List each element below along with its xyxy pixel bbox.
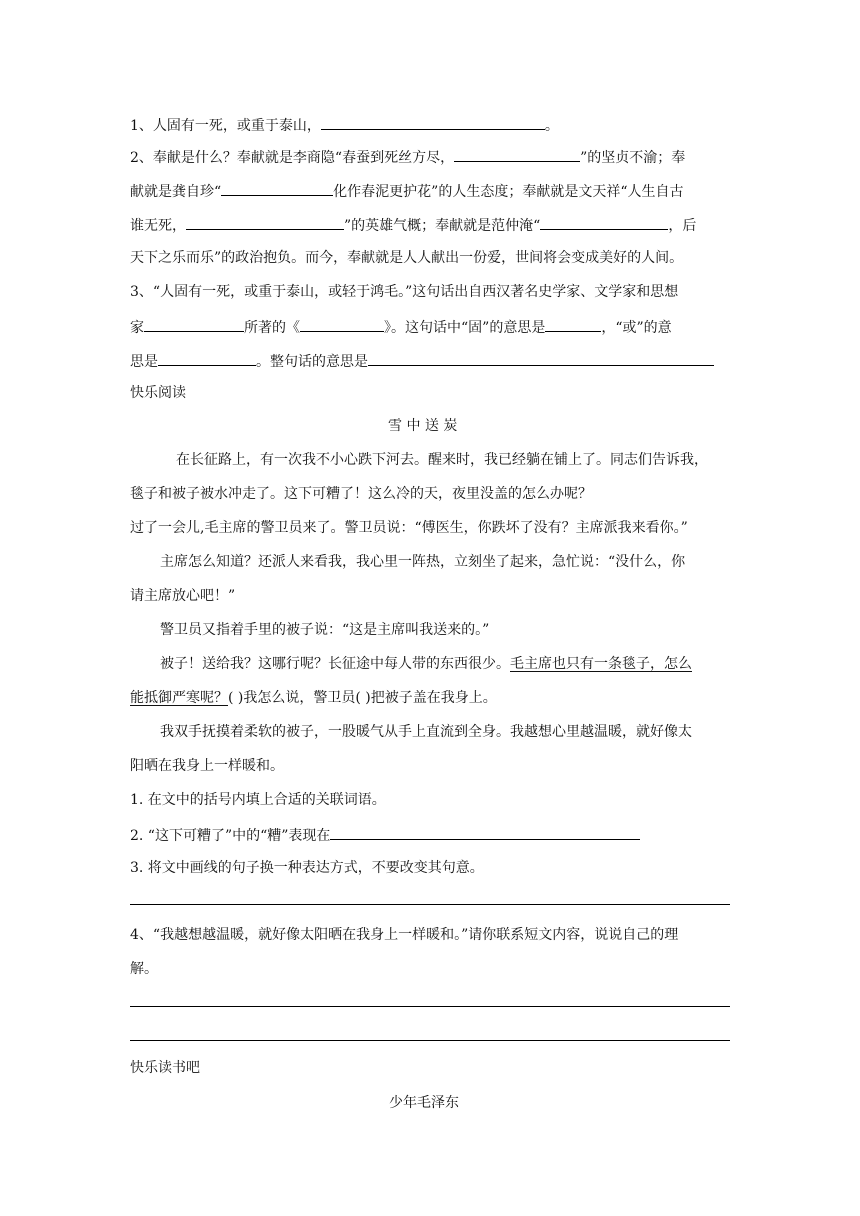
paragraph-1-line-1: 在长征路上，有一次我不小心跌下河去。醒来时，我已经躺在铺上了。同志们告诉我， [176,452,708,468]
question-1: 1、人固有一死，或重于泰山， 。 [130,114,559,136]
question-2-line-3: 谁无死， ”的英雄气概；奉献就是范仲淹“ ，后 [130,214,696,236]
paragraph-3-line-1: 主席怎么知道？还派人来看我，我心里一阵热，立刻坐了起来，急忙说：“没什么，你 [160,554,686,570]
reading-question-2: 2. “这下可糟了”中的“糟”表现在 [130,824,640,846]
blank [186,214,344,230]
blank [221,180,333,196]
question-2-line-2: 献就是龚自珍“ 化作春泥更护花”的人生态度；奉献就是文天祥“人生自古 [130,180,684,202]
section-heading: 快乐阅读 [130,385,186,401]
paragraph-6-line-2: 阳晒在我身上一样暖和。 [130,758,284,774]
underlined-sentence: 毛主席也只有一条毯子，怎么 [510,656,692,672]
paragraph-5-line-2: 能抵御严寒呢？( )我怎么说，警卫员( )把被子盖在我身上。 [130,690,497,706]
answer-line [130,1040,730,1041]
blank [300,316,384,332]
reading-question-4-line-1: 4、“我越想越温暖，就好像太阳晒在我身上一样暖和。”请你联系短文内容，说说自己的理 [130,927,679,943]
question-3-line-2: 家 所著的《 》。这句话中“固”的意思是 ，“或”的意 [130,316,672,338]
question-3-line-3: 思是 。整句话的意思是 [130,350,714,372]
blank [545,316,601,332]
blank [540,214,668,230]
paragraph-5-line-1: 被子！送给我？这哪行呢？长征途中每人带的东西很少。毛主席也只有一条毯子，怎么 [160,656,692,672]
underlined-sentence: 能抵御严寒呢？ [130,690,228,706]
blank [158,350,256,366]
question-2-line-4: 天下之乐而乐”的政治抱负。而今，奉献就是人人献出一份爱，世间将会变成美好的人间。 [130,250,684,266]
passage-title: 雪 中 送 炭 [388,418,458,434]
paragraph-4: 警卫员又指着手里的被子说：“这是主席叫我送来的。” [160,622,490,638]
blank [144,316,244,332]
blank [368,350,714,366]
reading-question-1: 1. 在文中的括号内填上合适的关联词语。 [130,792,386,808]
section-heading: 快乐读书吧 [130,1060,200,1076]
answer-line [130,1006,730,1007]
question-3-line-1: 3、“人固有一死，或重于泰山，或轻于鸿毛。”这句话出自西汉著名史学家、文学家和思想 [130,284,679,300]
question-2-line-1: 2、奉献是什么？奉献就是李商隐“春蚕到死丝方尽， ”的坚贞不渝；奉 [130,146,685,168]
paragraph-3-line-2: 请主席放心吧！” [130,588,236,604]
paragraph-6-line-1: 我双手抚摸着柔软的被子，一股暖气从手上直流到全身。我越想心里越温暖，就好像太 [160,724,692,740]
book-title: 少年毛泽东 [389,1095,459,1111]
paragraph-2: 过了一会儿,毛主席的警卫员来了。警卫员说：“傅医生，你跌坏了没有？主席派我来看你。” [130,520,688,536]
reading-question-3: 3. 将文中画线的句子换一种表达方式，不要改变其句意。 [130,860,484,876]
reading-question-4-line-2: 解。 [130,961,158,977]
blank [330,824,640,840]
answer-line [130,904,730,905]
paragraph-1-line-2: 毯子和被子被水冲走了。这下可糟了！这么冷的天，夜里没盖的怎么办呢？ [130,486,592,502]
blank [321,114,545,130]
blank [454,146,580,162]
